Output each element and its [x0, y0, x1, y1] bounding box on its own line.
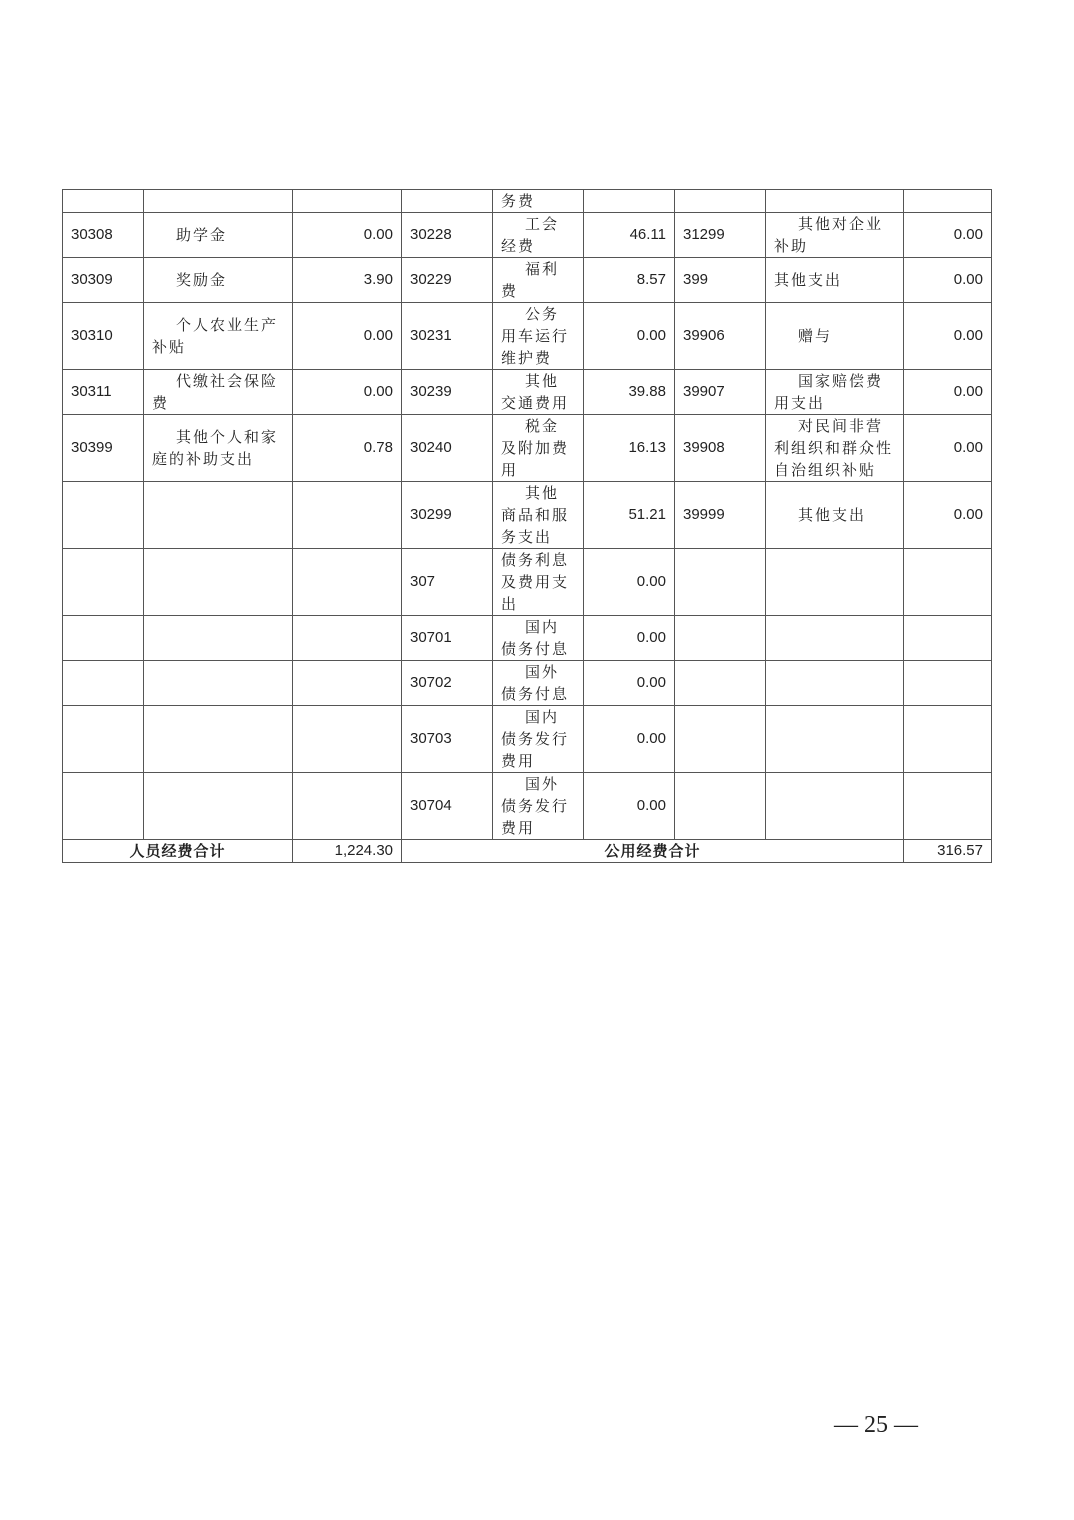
cell-code-public: 30228: [402, 213, 493, 258]
cell-name-other: 其他支出: [766, 258, 904, 303]
cell-amount-personnel: 0.78: [293, 415, 402, 482]
cell-amount-public: 0.00: [584, 549, 675, 616]
cell-code-personnel: [63, 773, 144, 840]
cell-code-other: [675, 616, 766, 661]
cell-code-other: 39908: [675, 415, 766, 482]
cell-name-personnel: [144, 549, 293, 616]
cell-name-public: 国内债务发行费用: [493, 706, 584, 773]
cell-amount-public: 16.13: [584, 415, 675, 482]
cell-name-other: 其他支出: [766, 482, 904, 549]
cell-name-personnel: [144, 661, 293, 706]
cell-code-public: 30703: [402, 706, 493, 773]
cell-name-other: [766, 706, 904, 773]
cell-name-other: [766, 190, 904, 213]
cell-amount-public: 51.21: [584, 482, 675, 549]
cell-code-other: [675, 706, 766, 773]
cell-amount-personnel: [293, 773, 402, 840]
cell-code-personnel: [63, 706, 144, 773]
public-total-label: 公用经费合计: [402, 840, 904, 863]
cell-name-public: 福利费: [493, 258, 584, 303]
cell-name-personnel: 其他个人和家庭的补助支出: [144, 415, 293, 482]
cell-code-other: 31299: [675, 213, 766, 258]
cell-amount-personnel: 0.00: [293, 303, 402, 370]
cell-amount-personnel: 0.00: [293, 370, 402, 415]
cell-amount-public: 0.00: [584, 661, 675, 706]
cell-code-public: 307: [402, 549, 493, 616]
cell-code-public: 30701: [402, 616, 493, 661]
cell-name-personnel: 代缴社会保险费: [144, 370, 293, 415]
cell-amount-personnel: [293, 706, 402, 773]
cell-code-public: 30702: [402, 661, 493, 706]
cell-amount-personnel: [293, 661, 402, 706]
cell-code-other: 39907: [675, 370, 766, 415]
cell-code-personnel: [63, 616, 144, 661]
cell-name-public: 国内债务付息: [493, 616, 584, 661]
cell-amount-other: [904, 661, 992, 706]
cell-name-personnel: [144, 482, 293, 549]
cell-amount-personnel: [293, 616, 402, 661]
cell-code-other: [675, 190, 766, 213]
cell-amount-other: 0.00: [904, 370, 992, 415]
cell-amount-other: 0.00: [904, 303, 992, 370]
cell-code-other: [675, 549, 766, 616]
cell-name-other: [766, 773, 904, 840]
cell-amount-other: [904, 706, 992, 773]
cell-amount-public: 0.00: [584, 773, 675, 840]
cell-code-personnel: 30310: [63, 303, 144, 370]
cell-code-other: [675, 661, 766, 706]
cell-amount-personnel: 0.00: [293, 213, 402, 258]
cell-amount-personnel: 3.90: [293, 258, 402, 303]
cell-code-personnel: 30308: [63, 213, 144, 258]
cell-name-public: 务费: [493, 190, 584, 213]
cell-name-other: [766, 616, 904, 661]
cell-amount-personnel: [293, 482, 402, 549]
cell-amount-public: 0.00: [584, 303, 675, 370]
cell-amount-other: [904, 616, 992, 661]
cell-name-public: 其他交通费用: [493, 370, 584, 415]
table-row: [63, 482, 992, 549]
cell-code-other: 39906: [675, 303, 766, 370]
cell-code-other: 39999: [675, 482, 766, 549]
cell-code-other: 399: [675, 258, 766, 303]
cell-name-personnel: 奖励金: [144, 258, 293, 303]
cell-amount-public: 39.88: [584, 370, 675, 415]
cell-amount-other: [904, 773, 992, 840]
cell-name-public: 公务用车运行维护费: [493, 303, 584, 370]
cell-code-personnel: 30399: [63, 415, 144, 482]
cell-name-public: 债务利息及费用支出: [493, 549, 584, 616]
cell-code-personnel: 30309: [63, 258, 144, 303]
cell-name-public: 国外债务付息: [493, 661, 584, 706]
cell-name-public: 国外债务发行费用: [493, 773, 584, 840]
cell-amount-other: 0.00: [904, 415, 992, 482]
cell-name-public: 工会经费: [493, 213, 584, 258]
personnel-total-value: 1,224.30: [293, 840, 402, 863]
cell-code-other: [675, 773, 766, 840]
cell-code-public: 30704: [402, 773, 493, 840]
totals-row: [63, 840, 992, 863]
table-row: [63, 258, 992, 303]
cell-name-personnel: [144, 706, 293, 773]
page-number: — 25 —: [834, 1412, 918, 1438]
cell-amount-public: 46.11: [584, 213, 675, 258]
table-row: [63, 190, 992, 213]
cell-amount-other: 0.00: [904, 482, 992, 549]
cell-amount-other: 0.00: [904, 258, 992, 303]
cell-name-public: 税金及附加费用: [493, 415, 584, 482]
table-row: [63, 549, 992, 616]
cell-name-other: [766, 661, 904, 706]
table-row: [63, 303, 992, 370]
cell-code-personnel: [63, 482, 144, 549]
cell-amount-public: [584, 190, 675, 213]
cell-code-personnel: 30311: [63, 370, 144, 415]
cell-amount-public: 0.00: [584, 706, 675, 773]
cell-name-personnel: [144, 616, 293, 661]
table-row: [63, 616, 992, 661]
cell-code-public: 30239: [402, 370, 493, 415]
cell-code-public: 30240: [402, 415, 493, 482]
table-row: [63, 773, 992, 840]
cell-code-personnel: [63, 661, 144, 706]
cell-name-other: 其他对企业补助: [766, 213, 904, 258]
personnel-total-label: 人员经费合计: [63, 840, 293, 863]
cell-code-personnel: [63, 190, 144, 213]
cell-name-personnel: 个人农业生产补贴: [144, 303, 293, 370]
cell-amount-other: [904, 549, 992, 616]
cell-amount-other: [904, 190, 992, 213]
cell-code-public: [402, 190, 493, 213]
cell-amount-personnel: [293, 190, 402, 213]
cell-name-personnel: 助学金: [144, 213, 293, 258]
public-total-value: 316.57: [904, 840, 992, 863]
cell-name-personnel: [144, 773, 293, 840]
cell-name-other: 国家赔偿费用支出: [766, 370, 904, 415]
cell-code-public: 30231: [402, 303, 493, 370]
table-row: [63, 415, 992, 482]
cell-name-personnel: [144, 190, 293, 213]
cell-amount-other: 0.00: [904, 213, 992, 258]
cell-name-other: 对民间非营利组织和群众性自治组织补贴: [766, 415, 904, 482]
table-row: [63, 661, 992, 706]
cell-name-other: [766, 549, 904, 616]
table-row: [63, 370, 992, 415]
cell-name-public: 其他商品和服务支出: [493, 482, 584, 549]
cell-amount-personnel: [293, 549, 402, 616]
cell-code-public: 30299: [402, 482, 493, 549]
table-row: [63, 706, 992, 773]
budget-table: [62, 189, 992, 863]
cell-amount-public: 0.00: [584, 616, 675, 661]
cell-code-public: 30229: [402, 258, 493, 303]
cell-amount-public: 8.57: [584, 258, 675, 303]
cell-code-personnel: [63, 549, 144, 616]
table-row: [63, 213, 992, 258]
cell-name-other: 赠与: [766, 303, 904, 370]
